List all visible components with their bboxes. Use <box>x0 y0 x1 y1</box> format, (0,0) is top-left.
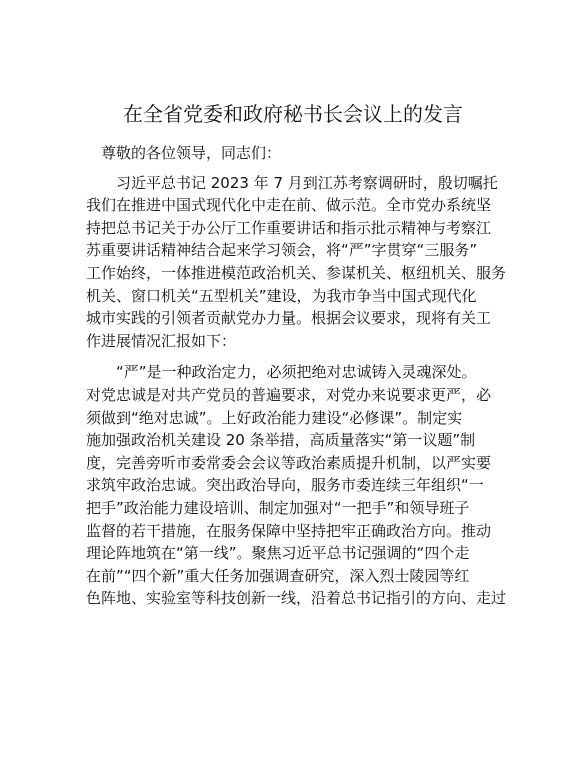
paragraph2-line: 须做到“绝对忠诚”。上好政治能力建设“必修课”。制定实 <box>86 408 463 427</box>
paragraph1-line: 城市实践的引领者贡献党办力量。根据会议要求，现将有关工 <box>86 309 492 328</box>
paragraph2-line: “严”是一种政治定力，必须把绝对忠诚铸入灵魂深处。 <box>116 363 477 382</box>
paragraph1-line: 作进展情况汇报如下： <box>86 331 237 350</box>
paragraph2-line: 把手”政治能力建设培训、制定加强对“一把手”和领导班子 <box>86 498 470 517</box>
salutation: 尊敬的各位领导，同志们： <box>101 144 282 162</box>
paragraph2-line: 理论阵地筑在“第一线”。聚焦习近平总书记强调的“四个走 <box>86 544 470 563</box>
paragraph2-line: 对党忠诚是对共产党员的普遍要求，对党办来说要求更严，必 <box>86 385 492 404</box>
paragraph1-line: 机关、窗口机关“五型机关”建设，为我市争当中国式现代化 <box>86 286 477 305</box>
paragraph2-line: 监督的若干措施，在服务保障中坚持把牢正确政治方向。推动 <box>86 521 492 540</box>
paragraph1-line: 习近平总书记 2023 年 7 月到江苏考察调研时，殷切嘱托 <box>116 173 498 192</box>
document-title: 在全省党委和政府秘书长会议上的发言 <box>123 102 463 126</box>
spacer <box>86 352 506 361</box>
paragraph1-line: 工作始终，一体推进模范政治机关、参谋机关、枢纽机关、服务 <box>86 263 507 282</box>
spacer <box>86 165 506 172</box>
paragraph2-line: 度，完善旁听市委常委会会议等政治素质提升机制，以严实要 <box>86 453 492 472</box>
paragraph2-line: 求筑牢政治忠诚。突出政治导向，服务市委连续三年组织“一 <box>86 476 484 495</box>
document-body <box>86 142 506 610</box>
paragraph1-line: 苏重要讲话精神结合起来学习领会，将“严”字贯穿“三服务” <box>86 241 478 260</box>
paragraph1-line: 我们在推进中国式现代化中走在前、做示范。全市党办系统坚 <box>86 196 492 215</box>
paragraph2-line: 在前”“四个新”重大任务加强调查研究，深入烈士陵园等红 <box>86 566 470 585</box>
paragraph2-line: 施加强政治机关建设 20 条举措，高质量落实“第一议题”制 <box>86 431 476 450</box>
paragraph1-line: 持把总书记关于办公厅工作重要讲话和指示批示精神与考察江 <box>86 218 492 237</box>
paragraph2-line: 色阵地、实验室等科技创新一线，沿着总书记指引的方向、走过 <box>86 589 507 608</box>
